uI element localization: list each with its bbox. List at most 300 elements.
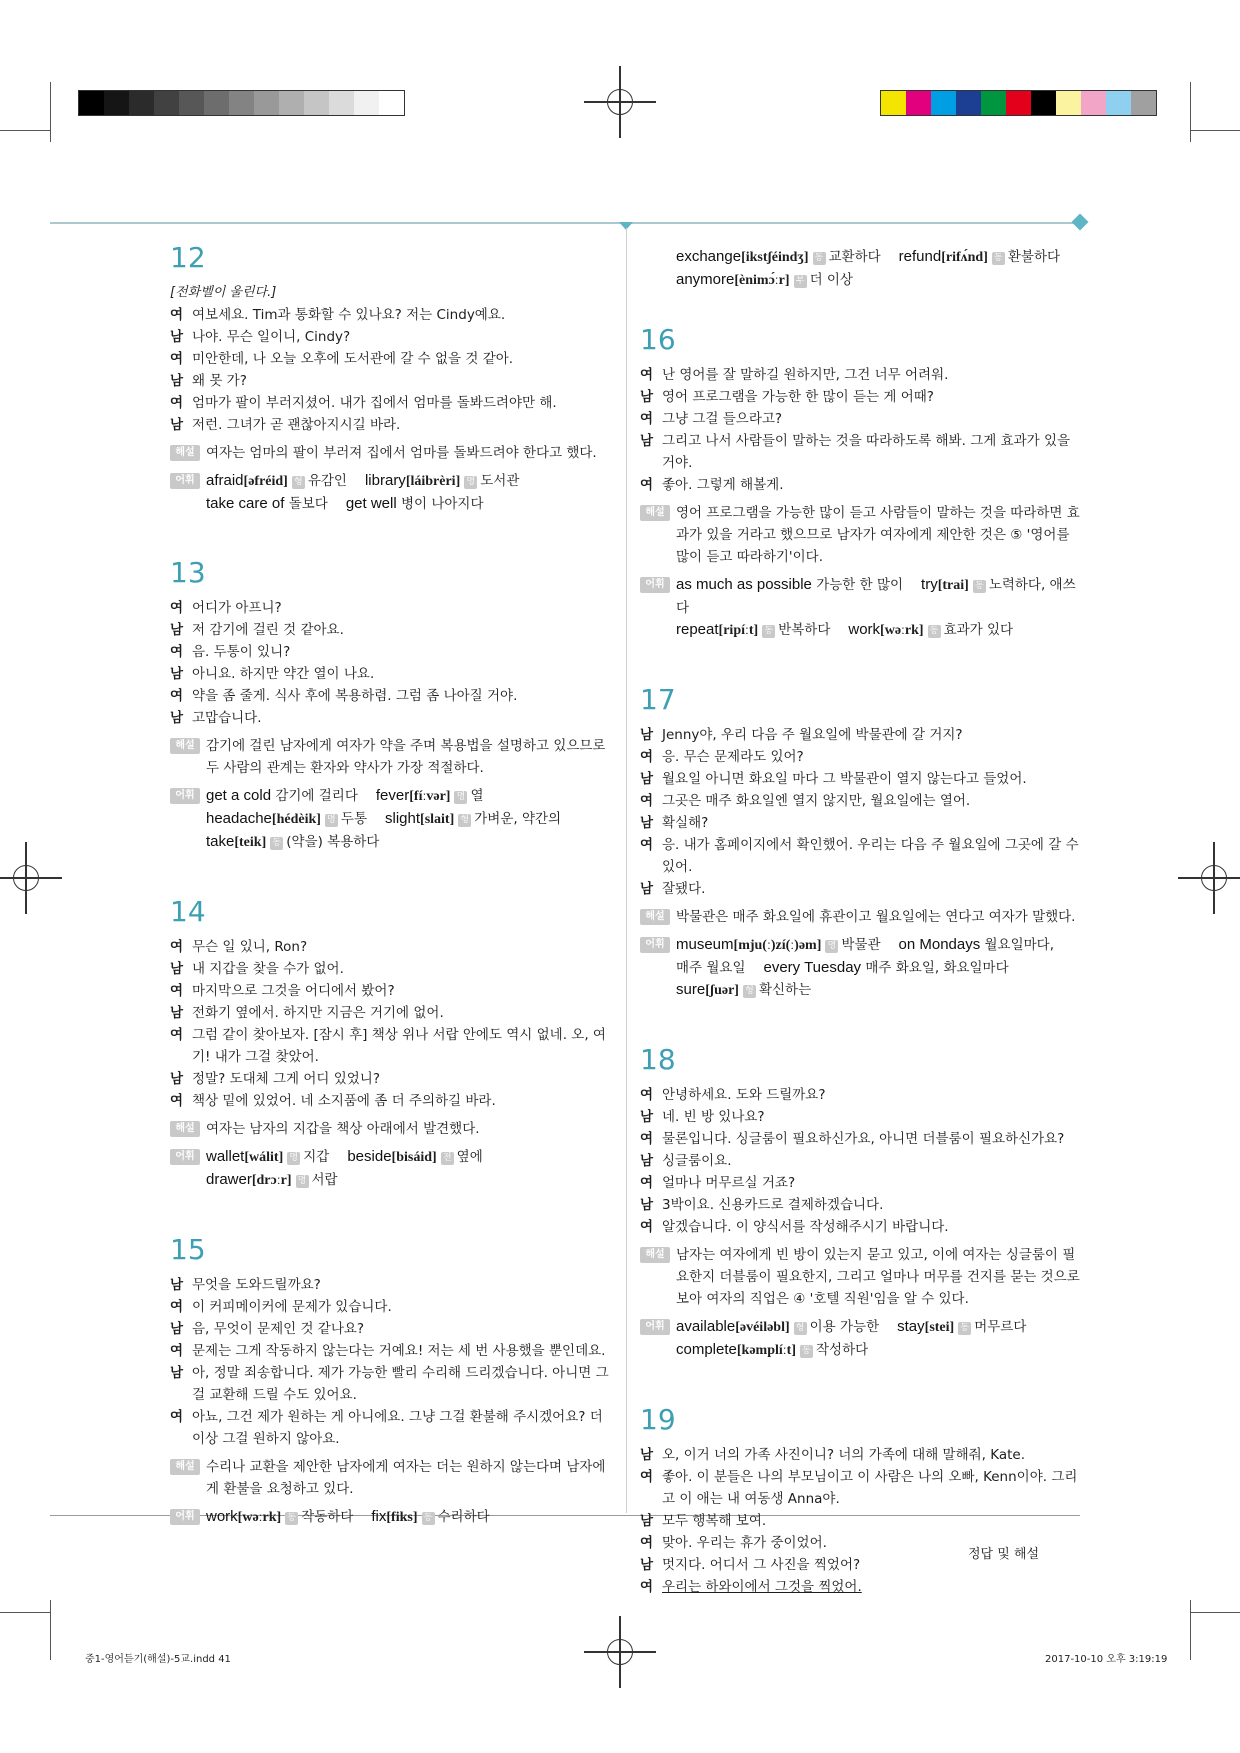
color-swatch (1081, 91, 1106, 115)
speaker-label: 남 (170, 1071, 184, 1087)
speaker-label: 여 (170, 983, 184, 999)
dialogue-line (170, 663, 610, 685)
part-of-speech-badge: 형 (458, 814, 471, 827)
part-of-speech-badge: 형 (292, 476, 305, 489)
speaker-label: 여 (170, 307, 184, 323)
gray-swatch (204, 91, 229, 115)
color-swatch (906, 91, 931, 115)
dialogue-text: 내 지갑을 찾을 수가 없어. (192, 961, 344, 977)
speaker-label: 여 (170, 1093, 184, 1109)
stage-direction: [전화벨이 울린다.] (170, 285, 277, 300)
speaker-label: 남 (640, 1109, 654, 1125)
gray-swatch (179, 91, 204, 115)
vocab-word: as much as possible (676, 576, 812, 593)
dialogue-text: 오, 이거 너의 가족 사진이니? 너의 가족에 대해 말해줘, Kate. (662, 1447, 1026, 1463)
speaker-label: 여 (170, 600, 184, 616)
dialogue-text: 아, 정말 죄송합니다. 제가 가능한 빨리 수리해 드리겠습니다. 아니면 그걸 교환해 드릴 수도 있어요. (192, 1365, 609, 1403)
dialogue-text: 맞아. 우리는 휴가 중이었어. (662, 1535, 827, 1551)
vocabulary-line (206, 470, 610, 493)
speaker-label: 여 (640, 411, 654, 427)
dialogue-line (170, 1406, 610, 1450)
explanation-text: 영어 프로그램을 가능한 많이 듣고 사람들이 말하는 것을 따라하면 효과가 있을 거라고 했으므로 남자가 여자에게 제안한 것은 ⑤ '영어를 많이 듣고 따라하기'이다. (676, 505, 1080, 565)
part-of-speech-badge: 전 (441, 1152, 454, 1165)
part-of-speech-badge: 동 (813, 252, 826, 265)
vocab-word: every Tuesday (763, 959, 862, 976)
dialogue-text: 왜 못 가? (192, 373, 247, 389)
part-of-speech-badge: 명 (454, 791, 467, 804)
grayscale-calibration-bar (78, 90, 405, 116)
vocab-meaning: 옆에 (456, 1149, 483, 1165)
vocabulary-line (206, 785, 610, 808)
explanation-tag: 해설 (170, 1459, 200, 1475)
vocab-word: afraid (206, 472, 244, 489)
dialogue-text: 좋아. 그렇게 해볼게. (662, 477, 784, 493)
speaker-label: 여 (170, 688, 184, 704)
question-15-continued (640, 246, 1080, 292)
vocab-phonetic: [rifʌ́nd] (941, 250, 988, 265)
vocab-word: wallet (206, 1148, 245, 1165)
speaker-label: 여 (640, 1175, 654, 1191)
color-swatch (931, 91, 956, 115)
dialogue-line (640, 1172, 1080, 1194)
dialogue-line (170, 1090, 610, 1112)
vocabulary-tag: 어휘 (640, 1319, 670, 1335)
part-of-speech-badge: 동 (422, 1512, 435, 1525)
vocab-meaning: 효과가 있다 (943, 622, 1014, 638)
vocabulary-list (676, 934, 1080, 1002)
vocab-meaning: 작성하다 (815, 1342, 869, 1358)
vocab-word: fix (371, 1508, 387, 1525)
vocab-meaning: 도서관 (480, 473, 520, 489)
speaker-label: 여 (640, 1087, 654, 1103)
question-12 (170, 240, 610, 515)
speaker-label: 여 (640, 1219, 654, 1235)
part-of-speech-badge: 명 (287, 1152, 300, 1165)
dialogue-line (640, 746, 1080, 768)
dialogue-text: 월요일 아니면 화요일 마다 그 박물관이 열지 않는다고 들었어. (662, 771, 1027, 787)
gray-swatch (354, 91, 379, 115)
vocab-word: headache (206, 810, 272, 827)
vocab-word: drawer (206, 1171, 252, 1188)
vocab-phonetic: [ripíːt] (718, 623, 759, 638)
part-of-speech-badge: 동 (958, 1322, 971, 1335)
speaker-label: 여 (170, 1409, 184, 1425)
dialogue-line (170, 597, 610, 619)
vocabulary-list (206, 470, 610, 515)
dialogue-text: 무슨 일 있니, Ron? (192, 939, 308, 955)
dialogue-text: 약을 좀 줄게. 식사 후에 복용하렴. 그럼 좀 나아질 거야. (192, 688, 518, 704)
vocab-meaning: 돌보다 (288, 496, 328, 512)
dialogue-text: 응. 무슨 문제라도 있어? (662, 749, 804, 765)
dialogue-line (640, 1150, 1080, 1172)
dialogue-text: 아뇨, 그건 제가 원하는 게 아니에요. 그냥 그걸 환불해 주시겠어요? 더 이상 그걸 원하지 않아요. (192, 1409, 603, 1447)
vocab-meaning: 감기에 걸리다 (275, 788, 358, 804)
vocabulary-list (206, 1506, 610, 1529)
vocab-phonetic: [bisáid] (391, 1150, 437, 1165)
dialogue-line (170, 1068, 610, 1090)
vocabulary-line (206, 808, 610, 831)
vocab-word: work (206, 1508, 238, 1525)
vocab-meaning: 열 (470, 788, 484, 804)
dialogue-line (170, 348, 610, 370)
vocab-meaning: 이용 가능한 (809, 1319, 880, 1335)
dialogue-line (170, 1002, 610, 1024)
speaker-label: 여 (170, 1343, 184, 1359)
dialogue-line (170, 685, 610, 707)
gray-swatch (104, 91, 129, 115)
speaker-label: 남 (640, 881, 654, 897)
vocab-phonetic: [mju(ː)zí(ː)əm] (733, 938, 822, 953)
speaker-label: 남 (640, 1447, 654, 1463)
vocabulary (170, 1146, 610, 1192)
dialogue-text: 무엇을 도와드릴까요? (192, 1277, 321, 1293)
question-number: 15 (170, 1233, 206, 1266)
vocab-phonetic: [drɔːr] (251, 1173, 292, 1188)
dialogue-text: 3박이요. 신용카드로 결제하겠습니다. (662, 1197, 884, 1213)
vocab-word: museum (676, 936, 734, 953)
dialogue-line (170, 1296, 610, 1318)
dialogue-text: 여보세요. Tim과 통화할 수 있나요? 저는 Cindy예요. (192, 307, 506, 323)
dialogue-line (640, 1194, 1080, 1216)
vocabulary (640, 934, 1080, 1002)
vocab-word: complete (676, 1341, 737, 1358)
vocabulary-line (676, 979, 1080, 1002)
vocab-meaning: 수리하다 (437, 1509, 490, 1525)
vocabulary (170, 785, 610, 854)
question-15 (170, 1232, 610, 1529)
dialogue-line (640, 1084, 1080, 1106)
dialogue-text: 그럼 같이 찾아보자. [잠시 후] 책상 위나 서랍 안에도 역시 없네. 오, 여기! 내가 그걸 찾았어. (192, 1027, 606, 1065)
header-rule (50, 222, 1080, 224)
vocab-word: take care of (206, 495, 285, 512)
vocab-word: available (676, 1318, 736, 1335)
gray-swatch (304, 91, 329, 115)
speaker-label: 여 (640, 367, 654, 383)
explanation (170, 1118, 610, 1140)
speaker-label: 여 (640, 749, 654, 765)
speaker-label: 여 (640, 793, 654, 809)
speaker-label: 남 (170, 1365, 184, 1381)
part-of-speech-badge: 동 (285, 1512, 298, 1525)
dialogue-text: 영어 프로그램을 가능한 한 많이 듣는 게 어때? (662, 389, 934, 405)
column-divider (626, 228, 627, 1513)
vocab-meaning: (약을) 복용하다 (286, 834, 380, 850)
dialogue-text: 멋지다. 어디서 그 사진을 찍었어? (662, 1557, 861, 1573)
dialogue-text: Jenny야, 우리 다음 주 월요일에 박물관에 갈 거지? (662, 727, 963, 743)
vocabulary-line (676, 957, 1080, 979)
dialogue-text: 네. 빈 방 있나요? (662, 1109, 765, 1125)
vocab-meaning: 유감인 (307, 473, 347, 489)
vocab-phonetic: [slait] (420, 812, 455, 827)
vocabulary-line (676, 574, 1080, 619)
speaker-label: 남 (640, 815, 654, 831)
gray-swatch (254, 91, 279, 115)
question-number: 18 (640, 1043, 676, 1076)
vocab-meaning: 박물관 (841, 937, 881, 953)
dialogue-line (170, 1340, 610, 1362)
vocab-phonetic: [fíːvər] (409, 789, 451, 804)
dialogue-text: 물론입니다. 싱글룸이 필요하신가요, 아니면 더블룸이 필요하신가요? (662, 1131, 1065, 1147)
speaker-label: 남 (170, 417, 184, 433)
explanation-text: 수리나 교환을 제안한 남자에게 여자는 더는 원하지 않는다며 남자에게 환불을 요청하고 있다. (206, 1459, 606, 1497)
vocab-meaning: 환불하다 (1007, 249, 1061, 265)
vocab-meaning: 월요일마다, (984, 937, 1055, 953)
part-of-speech-badge: 동 (270, 837, 283, 850)
vocab-word: beside (347, 1148, 392, 1165)
dialogue-text-answer: 우리는 하와이에서 그것을 찍었어. (662, 1579, 862, 1595)
vocab-word: library (364, 472, 406, 489)
vocabulary-line (676, 1339, 1080, 1362)
gray-swatch (154, 91, 179, 115)
explanation-tag: 해설 (170, 738, 200, 754)
dialogue-line (640, 834, 1080, 878)
dialogue-line (640, 790, 1080, 812)
vocab-phonetic: [kəmplíːt] (736, 1343, 796, 1358)
speaker-label: 남 (640, 1153, 654, 1169)
vocabulary-line (206, 1169, 610, 1192)
vocab-phonetic: [teik] (234, 835, 267, 850)
color-swatch (1056, 91, 1081, 115)
vocab-meaning: 매주 월요일 (676, 960, 746, 976)
dialogue-line (170, 980, 610, 1002)
gray-swatch (329, 91, 354, 115)
dialogue-text: 잘됐다. (662, 881, 706, 897)
vocab-word: sure (676, 981, 706, 998)
speaker-label: 남 (170, 1321, 184, 1337)
part-of-speech-badge: 동 (762, 625, 775, 638)
dialogue-text: 정말? 도대체 그게 어디 있었니? (192, 1071, 380, 1087)
dialogue-text: 엄마가 팔이 부러지셨어. 내가 집에서 엄마를 돌봐드려야만 해. (192, 395, 557, 411)
vocabulary-line (676, 246, 1080, 269)
question-16 (640, 322, 1080, 642)
dialogue-line (640, 1128, 1080, 1150)
dialogue-text: 어디가 아프니? (192, 600, 282, 616)
part-of-speech-badge: 명 (825, 940, 838, 953)
explanation (640, 502, 1080, 568)
dialogue-text: 확실해? (662, 815, 709, 831)
vocab-phonetic: [wəːrk] (880, 623, 924, 638)
vocab-phonetic: [əvéiləbl] (735, 1320, 790, 1335)
dialogue-line (170, 414, 610, 436)
question-13 (170, 555, 610, 854)
color-swatch (1131, 91, 1156, 115)
vocabulary (640, 1316, 1080, 1362)
vocab-word: stay (897, 1318, 925, 1335)
dialogue-line (170, 1318, 610, 1340)
speaker-label: 여 (640, 837, 654, 853)
vocabulary (640, 246, 1080, 292)
dialogue-text: 문제는 그게 작동하지 않는다는 거예요! 저는 세 번 사용했을 뿐인데요. (192, 1343, 606, 1359)
registration-mark-right (1192, 856, 1236, 900)
vocabulary-list (676, 574, 1080, 642)
vocabulary-line (676, 619, 1080, 642)
vocabulary-list (676, 246, 1080, 292)
vocab-phonetic: [stei] (924, 1320, 955, 1335)
vocabulary-tag: 어휘 (170, 1149, 200, 1165)
file-slug: 중1-영어듣기(해설)-5교.indd 41 (85, 1654, 231, 1665)
color-swatch (881, 91, 906, 115)
section-label: 정답 및 해설 (968, 1547, 1040, 1562)
explanation-tag: 해설 (170, 1121, 200, 1137)
part-of-speech-badge: 동 (973, 580, 986, 593)
question-number: 17 (640, 683, 676, 716)
speaker-label: 남 (170, 1005, 184, 1021)
vocab-phonetic: [ʃuər] (705, 983, 739, 998)
question-number: 14 (170, 895, 206, 928)
speaker-label: 남 (640, 1557, 654, 1573)
explanation (170, 735, 610, 779)
speaker-label: 여 (640, 1579, 654, 1595)
vocabulary-line (676, 934, 1080, 957)
dialogue-text: 응. 내가 홈페이지에서 확인했어. 우리는 다음 주 월요일에 그곳에 갈 수 있어. (662, 837, 1079, 875)
registration-mark-top (598, 80, 642, 124)
dialogue-text: 싱글룸이요. (662, 1153, 732, 1169)
vocab-meaning: 반복하다 (778, 622, 831, 638)
explanation (640, 906, 1080, 928)
dialogue-text: 고맙습니다. (192, 710, 262, 726)
speaker-label: 남 (170, 1277, 184, 1293)
vocab-meaning: 확신하는 (758, 982, 812, 998)
vocab-word: fever (375, 787, 410, 804)
explanation (170, 1456, 610, 1500)
part-of-speech-badge: 동 (992, 252, 1005, 265)
vocabulary-list (206, 1146, 610, 1192)
speaker-label: 남 (170, 373, 184, 389)
dialogue-line (170, 1274, 610, 1296)
explanation-tag: 해설 (640, 1247, 670, 1263)
vocab-phonetic: [hédèik] (271, 812, 321, 827)
dialogue-text: 저 감기에 걸린 것 같아요. (192, 622, 344, 638)
explanation (170, 442, 610, 464)
vocab-word: repeat (676, 621, 719, 638)
dialogue-line (640, 1510, 1080, 1532)
dialogue-line (640, 812, 1080, 834)
vocab-word: refund (898, 248, 942, 265)
vocab-phonetic: [fiks] (386, 1510, 418, 1525)
speaker-label: 남 (170, 961, 184, 977)
speaker-label: 남 (170, 710, 184, 726)
dialogue-line (640, 1444, 1080, 1466)
dialogue-text: 아니요. 하지만 약간 열이 나요. (192, 666, 375, 682)
speaker-label: 남 (640, 1197, 654, 1213)
dialogue-line (640, 408, 1080, 430)
part-of-speech-badge: 동 (800, 1345, 813, 1358)
dialogue-text: 그리고 나서 사람들이 말하는 것을 따라하도록 해봐. 그게 효과가 있을 거야. (662, 433, 1071, 471)
color-swatch (1106, 91, 1131, 115)
gray-swatch (229, 91, 254, 115)
vocab-meaning: 머무르다 (974, 1319, 1027, 1335)
dialogue-line (170, 1362, 610, 1406)
vocabulary-line (206, 1146, 610, 1169)
vocab-phonetic: [láibrèri] (405, 474, 461, 489)
explanation-text: 여자는 엄마의 팔이 부러져 집에서 엄마를 돌봐드려야 한다고 했다. (206, 445, 597, 461)
header-diamond (1072, 214, 1089, 231)
dialogue-text: 난 영어를 잘 말하길 원하지만, 그건 너무 어려워. (662, 367, 949, 383)
vocabulary-line (676, 269, 1080, 292)
vocab-meaning: 두통 (340, 811, 367, 827)
gray-swatch (279, 91, 304, 115)
vocab-word: get well (345, 495, 397, 512)
color-swatch (1031, 91, 1056, 115)
speaker-label: 여 (640, 1469, 654, 1485)
dialogue-line (170, 392, 610, 414)
dialogue-line (640, 1216, 1080, 1238)
dialogue-text: 모두 행복해 보여. (662, 1513, 767, 1529)
color-calibration-bar (880, 90, 1157, 116)
vocabulary-list (206, 785, 610, 854)
question-number: 16 (640, 323, 676, 356)
dialogue-text: 마지막으로 그것을 어디에서 봤어? (192, 983, 395, 999)
part-of-speech-badge: 동 (928, 625, 941, 638)
vocab-meaning: 서랍 (311, 1172, 338, 1188)
dialogue-line (640, 386, 1080, 408)
vocabulary-tag: 어휘 (170, 788, 200, 804)
vocabulary-line (676, 1316, 1080, 1339)
vocabulary-tag: 어휘 (640, 937, 670, 953)
speaker-label: 남 (170, 622, 184, 638)
speaker-label: 여 (170, 351, 184, 367)
gray-swatch (129, 91, 154, 115)
speaker-label: 여 (170, 939, 184, 955)
speaker-label: 여 (640, 1131, 654, 1147)
speaker-label: 남 (640, 433, 654, 449)
vocab-meaning: 작동하다 (301, 1509, 354, 1525)
left-column (170, 240, 610, 1529)
speaker-label: 여 (170, 395, 184, 411)
dialogue-line (640, 364, 1080, 386)
question-14 (170, 894, 610, 1192)
dialogue-line (170, 936, 610, 958)
right-column (640, 240, 1080, 1598)
explanation-tag: 해설 (170, 445, 200, 461)
part-of-speech-badge: 형 (794, 1322, 807, 1335)
vocab-word: take (206, 833, 235, 850)
dialogue-text: 책상 밑에 있었어. 네 소지품에 좀 더 주의하길 바라. (192, 1093, 496, 1109)
vocab-phonetic: [wálit] (244, 1150, 284, 1165)
speaker-label: 여 (640, 1535, 654, 1551)
vocab-meaning: 교환하다 (828, 249, 881, 265)
dialogue-line (640, 724, 1080, 746)
dialogue-line (640, 1576, 1080, 1598)
dialogue-line (640, 878, 1080, 900)
vocabulary-tag: 어휘 (170, 1509, 200, 1525)
vocab-word: anymore (676, 271, 735, 288)
vocab-meaning: 병이 나아지다 (400, 496, 484, 512)
speaker-label: 남 (170, 329, 184, 345)
speaker-label: 남 (640, 389, 654, 405)
explanation-text: 남자는 여자에게 빈 방이 있는지 묻고 있고, 이에 여자는 싱글룸이 필요한지 더블룸이 필요한지, 그리고 얼마나 머무를 건지를 묻는 것으로 보아 여자의 직업은 ④ '호텔 직원'임을 알 수 있다. (676, 1247, 1080, 1307)
part-of-speech-badge: 부 (794, 275, 807, 288)
vocabulary-list (676, 1316, 1080, 1362)
explanation-text: 감기에 걸린 남자에게 여자가 약을 주며 복용법을 설명하고 있으므로 두 사람의 관계는 환자와 약사가 가장 적절하다. (206, 738, 606, 776)
dialogue-line (170, 326, 610, 348)
speaker-label: 남 (640, 771, 654, 787)
dialogue-text: 미안한데, 나 오늘 오후에 도서관에 갈 수 없을 것 같아. (192, 351, 514, 367)
vocab-phonetic: [trai] (937, 578, 969, 593)
speaker-label: 여 (170, 1299, 184, 1315)
dialogue-text: 얼마나 머무르실 거죠? (662, 1175, 796, 1191)
gray-swatch (79, 91, 104, 115)
dialogue-text: 안녕하세요. 도와 드릴까요? (662, 1087, 826, 1103)
part-of-speech-badge: 명 (325, 814, 338, 827)
speaker-label: 여 (170, 1027, 184, 1043)
question-19 (640, 1402, 1080, 1598)
vocabulary-line (206, 831, 610, 854)
dialogue-line (170, 958, 610, 980)
question-18 (640, 1042, 1080, 1362)
explanation (640, 1244, 1080, 1310)
dialogue-line (170, 370, 610, 392)
